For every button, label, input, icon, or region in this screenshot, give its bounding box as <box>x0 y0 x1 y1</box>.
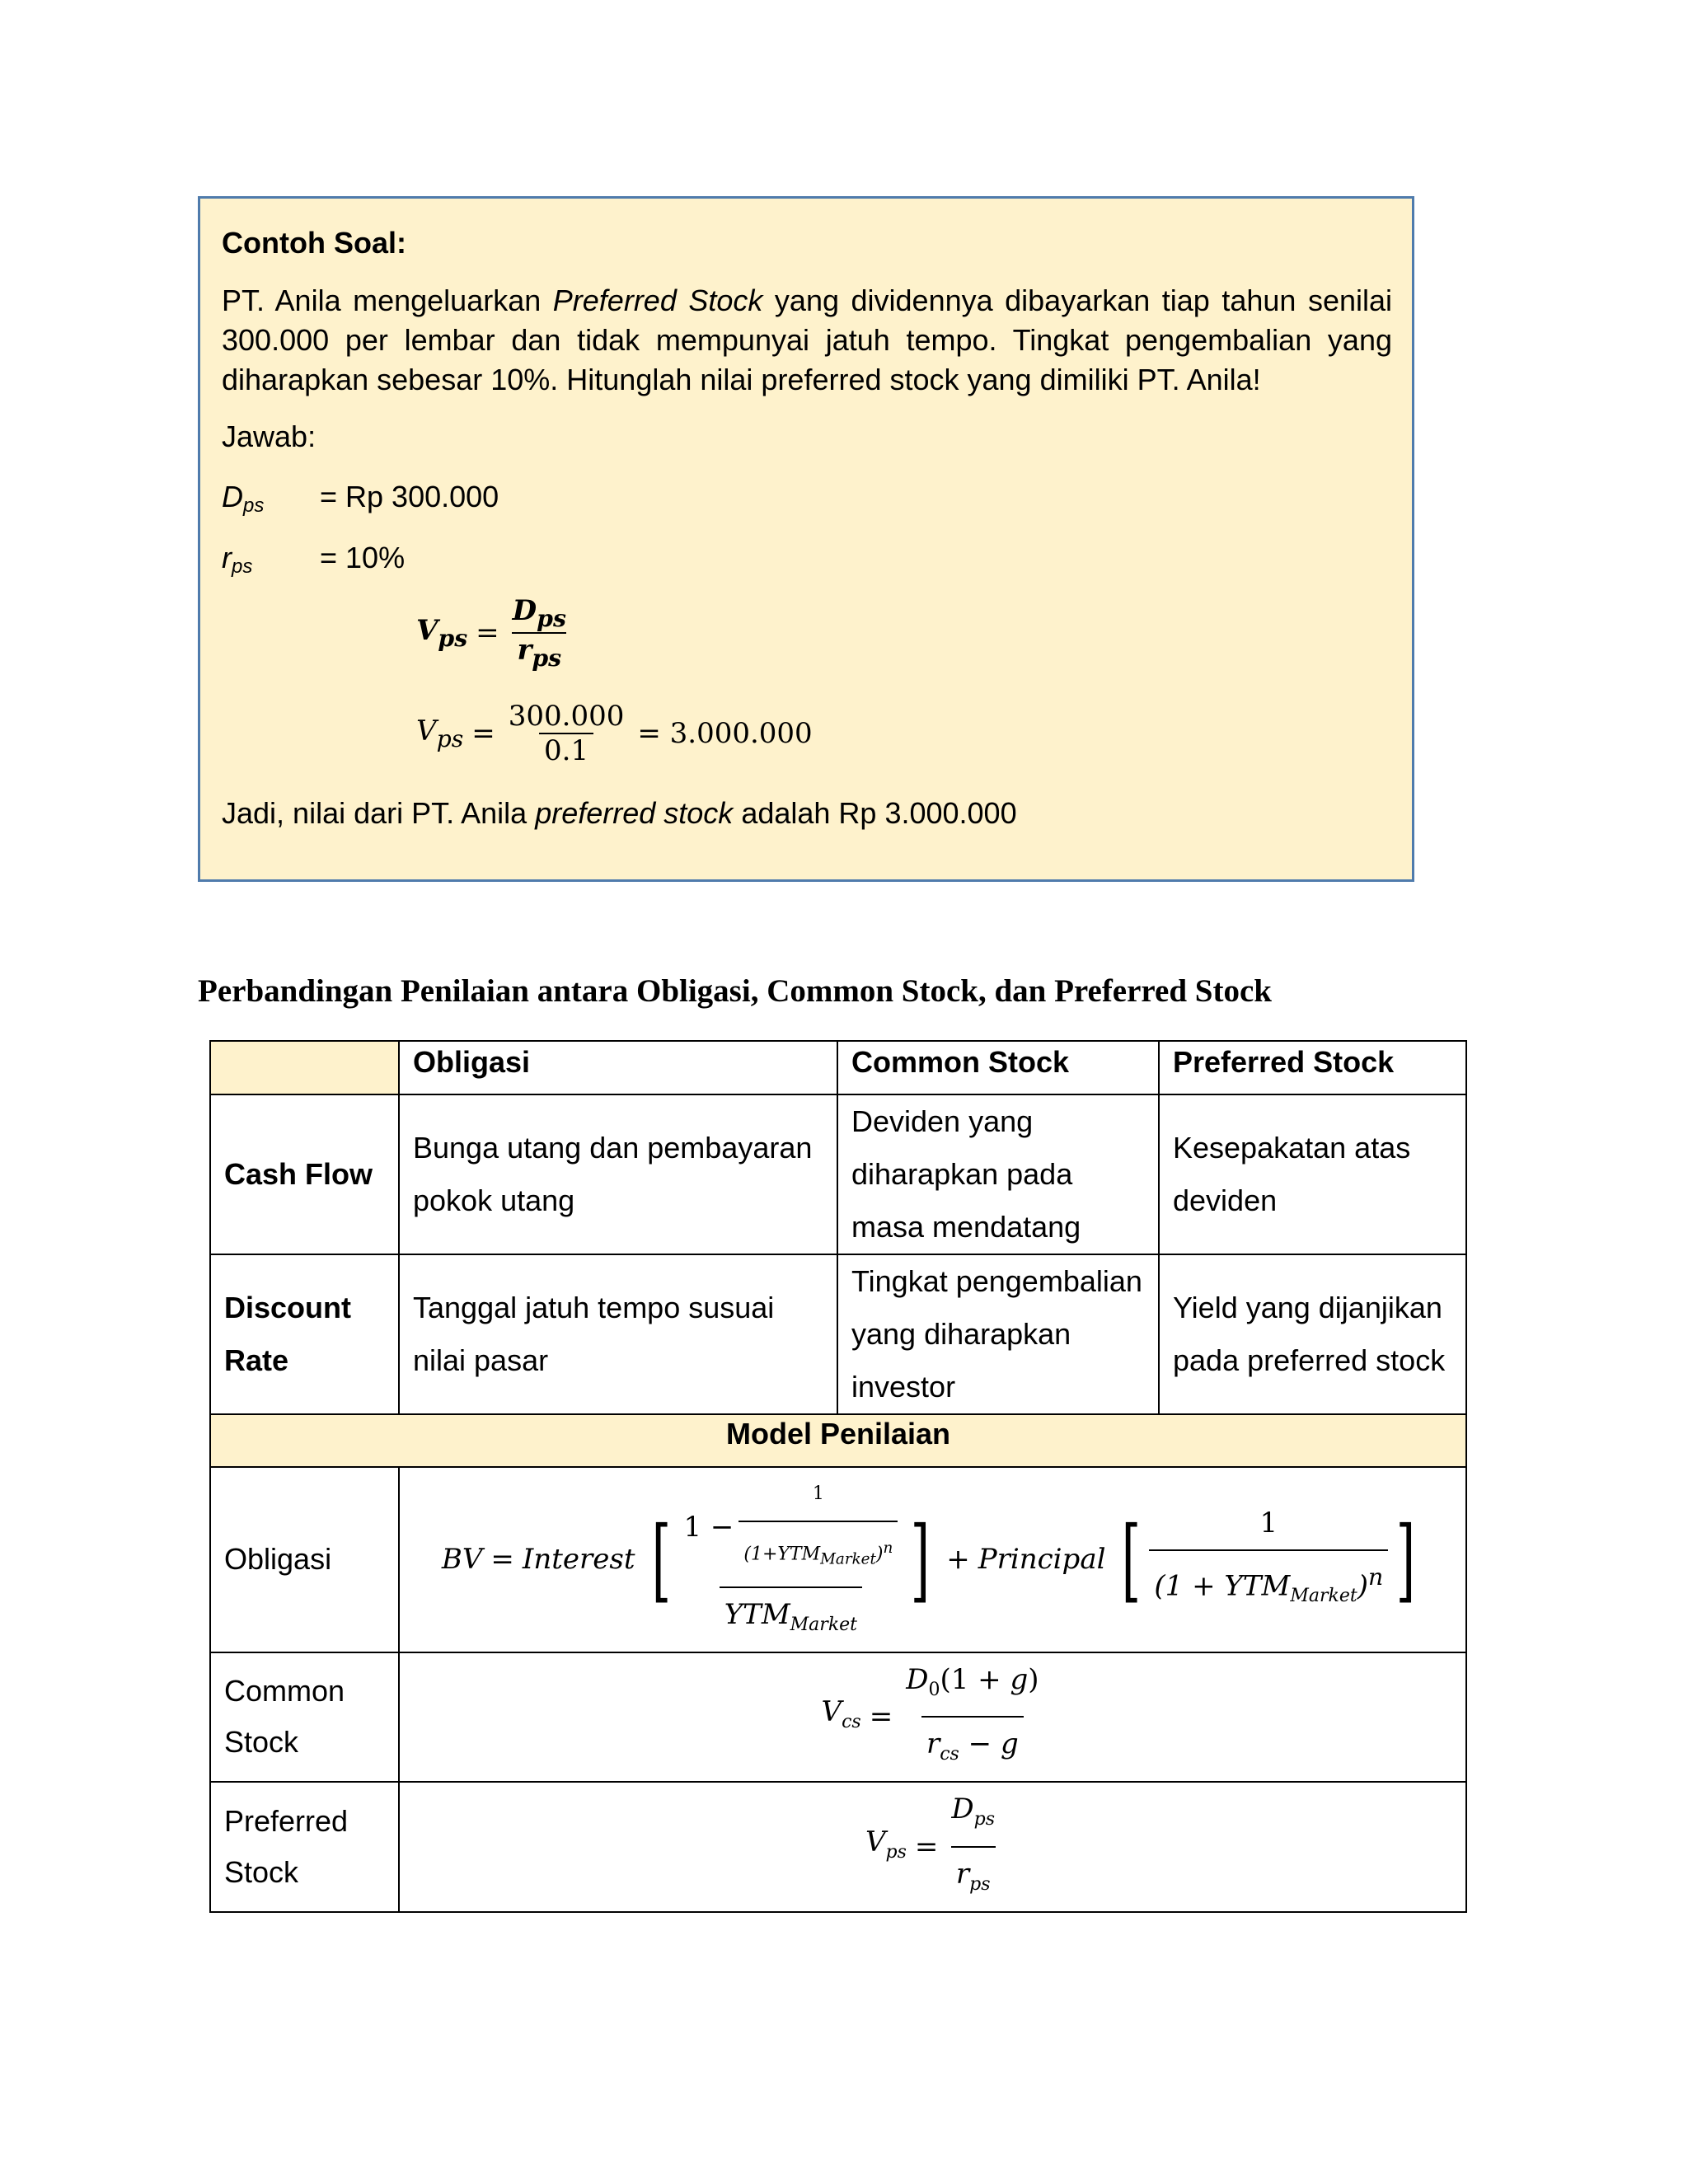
dividend-variable: $D_{ps}$ <box>222 480 265 517</box>
example-box <box>198 196 1414 882</box>
model-label-common-stock: Common Stock <box>210 1652 399 1783</box>
example-question: PT. Anila mengeluarkan Preferred Stock yang dividennya dibayarkan tiap tahun senilai 300.000 per lembar dan tidak mempunyai jatuh tempo. Tingkat pengembalian yang diharapkan sebesar 10%. Hitunglah nilai preferred stock yang dimiliki PT. Anila! <box>222 284 1392 396</box>
dividend-value: = Rp 300.000 <box>320 480 499 513</box>
table-row <box>210 1782 1466 1912</box>
table-cell: Bunga utang dan pembayaran pokok utang <box>399 1094 837 1254</box>
model-label-obligasi: Obligasi <box>210 1467 399 1652</box>
table-header-row <box>210 1041 1466 1094</box>
row-label-cash-flow: Cash Flow <box>210 1094 399 1254</box>
header-obligasi: Obligasi <box>399 1041 837 1094</box>
table-corner-cell <box>210 1041 399 1094</box>
comparison-table <box>209 1040 1467 1913</box>
model-title-row <box>210 1414 1466 1467</box>
example-conclusion: Jadi, nilai dari PT. Anila preferred stock adalah Rp 3.000.000 <box>222 796 1017 830</box>
calculation-formula: $V_{ps}$ = $\frac{300.000}{0.1}$ = 3.000.000 <box>416 700 813 767</box>
calc-numerator: 300.000 <box>508 700 625 733</box>
rate-variable: $r_{ps}$ <box>222 541 253 578</box>
table-row <box>210 1467 1466 1652</box>
answer-label: Jawab: <box>222 419 316 453</box>
bond-value-formula: BV = Interest [ 1 − $\frac{1}{(1+YTM_{Market})^n}$ $YTM_{Market}$ ] + Principal [ $\frac{1}{(1 + YTM_{Market})^n}$ ] <box>399 1467 1466 1652</box>
row-label-discount-rate: Discount Rate <box>210 1254 399 1414</box>
rate-value: = 10% <box>320 541 406 574</box>
table-cell: Tingkat pengembalian yang diharapkan investor <box>837 1254 1159 1414</box>
calc-result: = 3.000.000 <box>637 717 813 750</box>
header-preferred-stock: Preferred Stock <box>1159 1041 1466 1094</box>
section-heading: Perbandingan Penilaian antara Obligasi, Common Stock, dan Preferred Stock <box>198 973 1272 1009</box>
table-cell: Deviden yang diharapkan pada masa mendatang <box>837 1094 1159 1254</box>
common-stock-formula: $V_{cs}$ = $\frac{D_0(1 + g)}{r_{cs} - g}$ <box>399 1652 1466 1783</box>
table-cell: Kesepakatan atas deviden <box>1159 1094 1466 1254</box>
table-row <box>210 1094 1466 1254</box>
header-common-stock: Common Stock <box>837 1041 1159 1094</box>
table-row <box>210 1652 1466 1783</box>
example-title: Contoh Soal: <box>222 226 406 260</box>
model-title: Model Penilaian <box>210 1414 1466 1467</box>
preferred-stock-model-formula: $V_{ps}$ = $\frac{D_{ps}}{r_{ps}}$ <box>399 1782 1466 1912</box>
table-row <box>210 1254 1466 1414</box>
table-cell: Tanggal jatuh tempo susuai nilai pasar <box>399 1254 837 1414</box>
model-label-preferred-stock: Preferred Stock <box>210 1782 399 1912</box>
table-cell: Yield yang dijanjikan pada preferred stock <box>1159 1254 1466 1414</box>
calc-denominator: 0.1 <box>539 733 593 767</box>
preferred-stock-formula: $V_{ps}$ = $\frac{D_{ps}}{r_{ps}}$ <box>416 594 566 672</box>
